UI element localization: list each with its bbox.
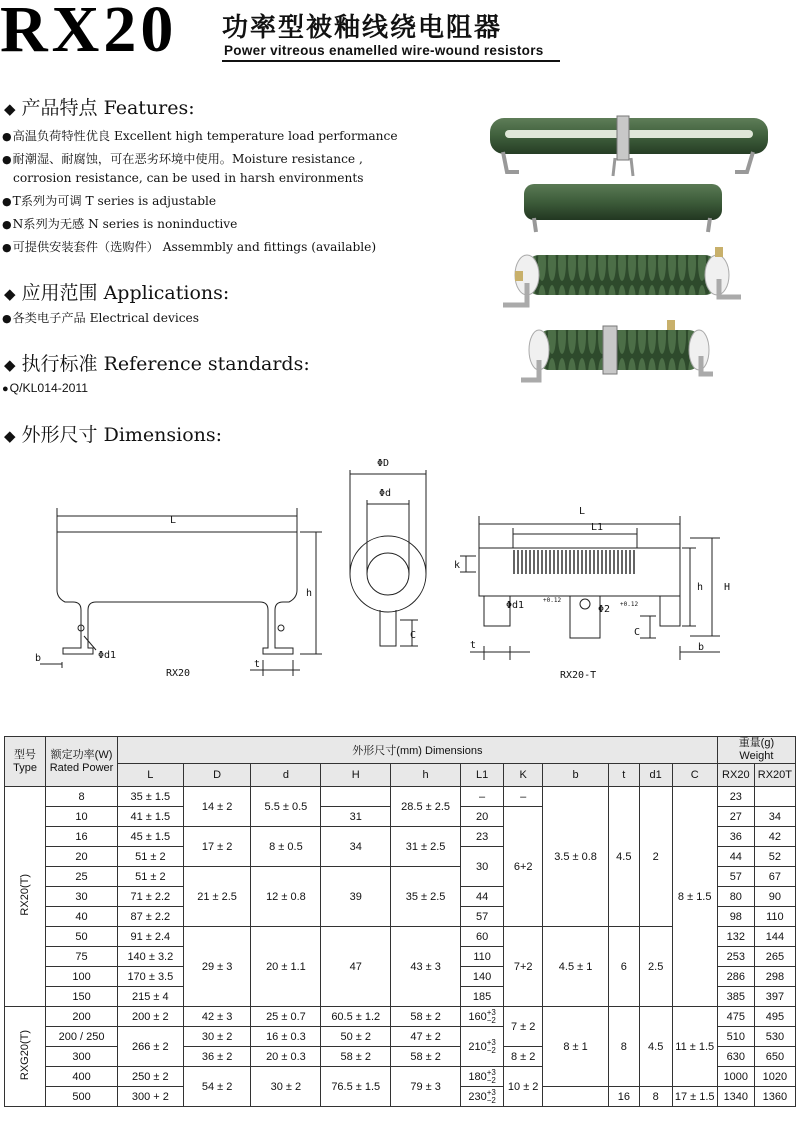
- cell-L1: –: [461, 787, 504, 807]
- cell-d: 30 ± 2: [251, 1067, 321, 1107]
- cell-D: 29 ± 3: [183, 927, 251, 1007]
- cell-H: 34: [321, 827, 391, 867]
- cell-K: 6+2: [504, 807, 543, 927]
- dim-label-C-t: C: [634, 627, 641, 638]
- cell-t: 16: [608, 1087, 639, 1107]
- features-heading: ◆ 产品特点 Features:: [4, 97, 195, 119]
- cell-d: 12 ± 0.8: [251, 867, 321, 927]
- cell-h: 79 ± 3: [391, 1067, 461, 1107]
- cell-power: 75: [46, 947, 118, 967]
- group-rxg20t: RXG20(T): [5, 1007, 46, 1107]
- cell-L1: 110: [461, 947, 504, 967]
- spec-table-container: [4, 736, 800, 1107]
- cell-D: 17 ± 2: [183, 827, 251, 867]
- cell-weight-t: 530: [754, 1027, 795, 1047]
- table-row: [5, 787, 796, 807]
- cell-K: 7 ± 2: [504, 1007, 543, 1047]
- standards-heading: ◆ 执行标准 Reference standards:: [4, 353, 310, 375]
- dim-label-L: L: [170, 515, 177, 526]
- cell-weight: 80: [717, 887, 754, 907]
- cell-L1: 44: [461, 887, 504, 907]
- dimensions-heading: ◆ 外形尺寸 Dimensions:: [4, 424, 223, 446]
- cell-L1: 210 +3 −2: [461, 1027, 504, 1067]
- header-dimensions: 外形尺寸(mm) Dimensions: [117, 737, 717, 764]
- cell-L: 140 ± 3.2: [117, 947, 183, 967]
- cell-b: [543, 1087, 609, 1107]
- cell-H: [321, 787, 391, 807]
- cell-weight-t: 52: [754, 847, 795, 867]
- title-chinese: 功率型被釉线绕电阻器: [222, 13, 503, 43]
- cell-D: 14 ± 2: [183, 787, 251, 827]
- cell-L: 200 ± 2: [117, 1007, 183, 1027]
- cell-weight-t: 110: [754, 907, 795, 927]
- cell-L1: 180 +3 −2: [461, 1067, 504, 1087]
- cell-weight: 286: [717, 967, 754, 987]
- cell-power: 25: [46, 867, 118, 887]
- cell-D: 42 ± 3: [183, 1007, 251, 1027]
- dim-label-h-t: h: [697, 582, 704, 593]
- rx20-t-winding: [514, 550, 634, 574]
- rx20-t-drawing: [460, 516, 720, 660]
- col-weight-rx20: RX20: [717, 764, 754, 787]
- cell-H: 47: [321, 927, 391, 1007]
- cell-weight-t: 1360: [754, 1087, 795, 1107]
- cell-D: 30 ± 2: [183, 1027, 251, 1047]
- cell-weight: 44: [717, 847, 754, 867]
- dim-label-d2: Φ2: [598, 604, 611, 615]
- cell-d1: 2: [639, 787, 672, 927]
- col-h: h: [391, 764, 461, 787]
- cell-L1: 23: [461, 827, 504, 847]
- diamond-icon: ◆: [4, 285, 16, 303]
- drawing-caption-rx20t: RX20-T: [560, 670, 597, 681]
- cell-weight-t: 90: [754, 887, 795, 907]
- title-underline: [222, 60, 560, 62]
- cell-L1: 185: [461, 987, 504, 1007]
- cell-power: 300: [46, 1047, 118, 1067]
- cell-L: 51 ± 2: [117, 867, 183, 887]
- dim-label-L1: L1: [591, 522, 604, 533]
- cell-weight: 510: [717, 1027, 754, 1047]
- group-rx20t: RX20(T): [5, 787, 46, 1007]
- cell-weight-t: 495: [754, 1007, 795, 1027]
- header-weight: 重量(g) Weight: [717, 737, 795, 764]
- cell-weight-t: 67: [754, 867, 795, 887]
- cell-K: 8 ± 2: [504, 1047, 543, 1067]
- cell-t: 8: [608, 1007, 639, 1087]
- cell-weight: 23: [717, 787, 754, 807]
- cell-power: 8: [46, 787, 118, 807]
- cell-L1: 57: [461, 907, 504, 927]
- dim-label-H: H: [724, 582, 731, 593]
- cell-weight-t: 144: [754, 927, 795, 947]
- product-photo-rx20: [520, 182, 730, 234]
- col-t: t: [608, 764, 639, 787]
- product-photo-rx20-t-bracket: [517, 316, 717, 386]
- cell-weight: 132: [717, 927, 754, 947]
- cell-L1: 20: [461, 807, 504, 827]
- cell-L: 91 ± 2.4: [117, 927, 183, 947]
- cell-C: 11 ± 1.5: [672, 1007, 717, 1087]
- cell-d: 5.5 ± 0.5: [251, 787, 321, 827]
- cell-t: 6: [608, 927, 639, 1007]
- cell-d: 16 ± 0.3: [251, 1027, 321, 1047]
- cell-weight: 27: [717, 807, 754, 827]
- cell-weight: 57: [717, 867, 754, 887]
- cell-L: 300 + 2: [117, 1087, 183, 1107]
- cell-weight-t: 397: [754, 987, 795, 1007]
- dim-label-D: ΦD: [377, 458, 390, 469]
- dim-label-b-t: b: [698, 642, 705, 653]
- cell-weight: 1000: [717, 1067, 754, 1087]
- dim-label-t: t: [254, 659, 261, 670]
- applications-heading: ◆ 应用范围 Applications:: [4, 282, 230, 304]
- cell-t: 4.5: [608, 787, 639, 927]
- cell-C: 8 ± 1.5: [672, 787, 717, 1007]
- cell-d1: 8: [639, 1087, 672, 1107]
- cell-power: 10: [46, 807, 118, 827]
- cell-H: 39: [321, 867, 391, 927]
- cell-weight: 630: [717, 1047, 754, 1067]
- dim-label-d: Φd: [379, 488, 392, 499]
- cell-H: 31: [321, 807, 391, 827]
- feature-item: ●耐潮湿、耐腐蚀，可在恶劣环境中使用。Moisture resistance ,: [2, 152, 363, 166]
- cell-power: 200 / 250: [46, 1027, 118, 1047]
- application-item: ●各类电子产品 Electrical devices: [2, 311, 200, 325]
- cell-weight: 385: [717, 987, 754, 1007]
- cell-K: 10 ± 2: [504, 1067, 543, 1107]
- feature-item: ●T系列为可调 T series is adjustable: [2, 194, 217, 208]
- cell-D: 21 ± 2.5: [183, 867, 251, 927]
- cell-L: 35 ± 1.5: [117, 787, 183, 807]
- cell-d1: 4.5: [639, 1007, 672, 1087]
- cell-power: 100: [46, 967, 118, 987]
- cell-power: 200: [46, 1007, 118, 1027]
- feature-item-continued: corrosion resistance, can be used in harsh environments: [13, 171, 364, 185]
- product-photo-rx20-adjustable: [485, 112, 775, 182]
- cell-L: 45 ± 1.5: [117, 827, 183, 847]
- dim-label-C: C: [410, 630, 417, 641]
- dim-label-b: b: [35, 653, 42, 664]
- cell-h: 47 ± 2: [391, 1027, 461, 1047]
- header-type: 型号 Type: [5, 737, 46, 787]
- cell-H: 58 ± 2: [321, 1047, 391, 1067]
- dim-label-L-t: L: [579, 506, 586, 517]
- rx20-side-drawing: [40, 508, 322, 676]
- col-d: d: [251, 764, 321, 787]
- col-K: K: [504, 764, 543, 787]
- feature-item: ●N系列为无感 N series is noninductive: [2, 217, 238, 231]
- cell-L1: 30: [461, 847, 504, 887]
- cell-h: 31 ± 2.5: [391, 827, 461, 867]
- cell-C: 17 ± 1.5: [672, 1087, 717, 1107]
- cell-L: 51 ± 2: [117, 847, 183, 867]
- cell-d: 20 ± 0.3: [251, 1047, 321, 1067]
- cell-D: 36 ± 2: [183, 1047, 251, 1067]
- cell-weight: 1340: [717, 1087, 754, 1107]
- drawing-caption-rx20: RX20: [166, 668, 191, 679]
- cell-K: –: [504, 787, 543, 807]
- title-english: Power vitreous enamelled wire-wound resistors: [224, 43, 544, 58]
- cell-d1: 2.5: [639, 927, 672, 1007]
- cell-b: 3.5 ± 0.8: [543, 787, 609, 927]
- dim-label-h: h: [306, 588, 313, 599]
- cell-weight: 98: [717, 907, 754, 927]
- dim-label-d1: Φd1: [98, 650, 117, 661]
- cell-b: 8 ± 1: [543, 1007, 609, 1087]
- cell-d: 20 ± 1.1: [251, 927, 321, 1007]
- cell-power: 150: [46, 987, 118, 1007]
- cell-H: 50 ± 2: [321, 1027, 391, 1047]
- cell-weight-t: 265: [754, 947, 795, 967]
- feature-item: ●高温负荷特性优良 Excellent high temperature load performance: [2, 129, 398, 143]
- cell-power: 16: [46, 827, 118, 847]
- cell-d: 8 ± 0.5: [251, 827, 321, 867]
- cell-L: 87 ± 2.2: [117, 907, 183, 927]
- diamond-icon: ◆: [4, 427, 16, 445]
- col-L: L: [117, 764, 183, 787]
- cell-h: 28.5 ± 2.5: [391, 787, 461, 827]
- cell-weight-t: 42: [754, 827, 795, 847]
- cell-L: 170 ± 3.5: [117, 967, 183, 987]
- dim-label-d1-t: Φd1: [506, 600, 525, 611]
- diamond-icon: ◆: [4, 100, 16, 118]
- cell-power: 500: [46, 1087, 118, 1107]
- cell-weight: 36: [717, 827, 754, 847]
- cell-h: 35 ± 2.5: [391, 867, 461, 927]
- cell-L: 41 ± 1.5: [117, 807, 183, 827]
- cell-power: 20: [46, 847, 118, 867]
- cell-b: 4.5 ± 1: [543, 927, 609, 1007]
- col-H: H: [321, 764, 391, 787]
- cell-power: 50: [46, 927, 118, 947]
- dim-label-k: k: [454, 560, 461, 571]
- cell-L1: 160 +3 −2: [461, 1007, 504, 1027]
- cell-weight: 475: [717, 1007, 754, 1027]
- cell-d: 25 ± 0.7: [251, 1007, 321, 1027]
- cell-H: 76.5 ± 1.5: [321, 1067, 391, 1107]
- col-b: b: [543, 764, 609, 787]
- model-number: RX20: [0, 0, 178, 66]
- cell-L: 71 ± 2.2: [117, 887, 183, 907]
- table-row: [5, 1007, 796, 1027]
- standard-item: ●Q/KL014-2011: [2, 381, 89, 395]
- cell-weight-t: 1020: [754, 1067, 795, 1087]
- cell-h: 43 ± 3: [391, 927, 461, 1007]
- col-d1: d1: [639, 764, 672, 787]
- col-C: C: [672, 764, 717, 787]
- cell-L: 215 ± 4: [117, 987, 183, 1007]
- diamond-icon: ◆: [4, 356, 16, 374]
- dim-label-t-t: t: [470, 640, 477, 651]
- cell-weight: 253: [717, 947, 754, 967]
- cell-power: 40: [46, 907, 118, 927]
- cell-H: 60.5 ± 1.2: [321, 1007, 391, 1027]
- cell-power: 30: [46, 887, 118, 907]
- cell-h: 58 ± 2: [391, 1007, 461, 1027]
- col-weight-rx20t: RX20T: [754, 764, 795, 787]
- cell-weight-t: 34: [754, 807, 795, 827]
- dim-label-d1-tol: +0.12: [543, 597, 562, 604]
- cell-K: 7+2: [504, 927, 543, 1007]
- col-D: D: [183, 764, 251, 787]
- cell-L1: 140: [461, 967, 504, 987]
- dimension-drawings: [0, 450, 800, 700]
- cell-weight-t: 298: [754, 967, 795, 987]
- product-photo-rx20-noninductive-bracket: [497, 243, 747, 311]
- header-rated-power: 额定功率(W) Rated Power: [46, 737, 118, 787]
- spec-table: [4, 736, 796, 1107]
- cell-weight-t: [754, 787, 795, 807]
- feature-item: ●可提供安装套件（选购件） Assemmbly and fittings (available): [2, 240, 377, 254]
- col-L1: L1: [461, 764, 504, 787]
- cell-L: 266 ± 2: [117, 1027, 183, 1067]
- dim-label-d2-tol: +0.12: [620, 601, 639, 608]
- cell-L: 250 ± 2: [117, 1067, 183, 1087]
- cell-weight-t: 650: [754, 1047, 795, 1067]
- cell-L1: 60: [461, 927, 504, 947]
- cell-h: 58 ± 2: [391, 1047, 461, 1067]
- cell-power: 400: [46, 1067, 118, 1087]
- cell-D: 54 ± 2: [183, 1067, 251, 1107]
- cell-L1: 230 +3 −2: [461, 1087, 504, 1107]
